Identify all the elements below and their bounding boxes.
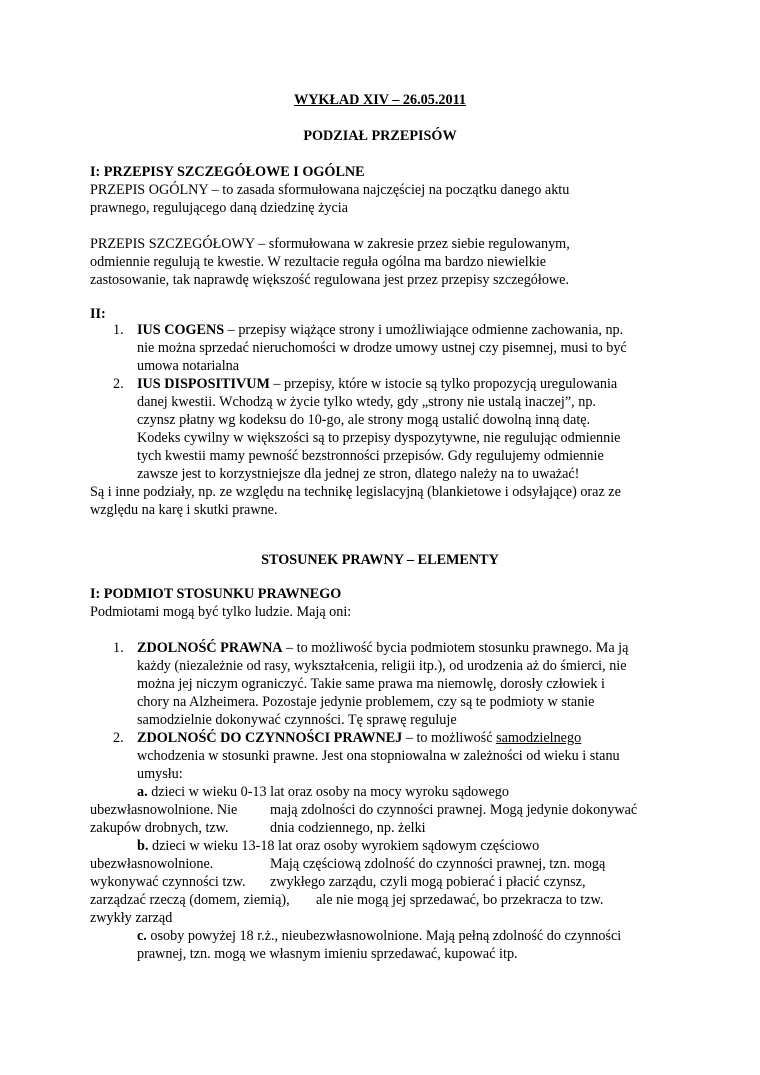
list-item-text: – przepisy wiążące strony i umożliwiające odmienne zachowania, np.	[224, 322, 624, 338]
column-left-line: ubezwłasnowolnione. Nie	[90, 802, 238, 818]
column-left-line: zarządzać rzeczą (domem, ziemią),	[90, 892, 290, 908]
paragraph-line: względu na karę i skutki prawne.	[90, 502, 278, 518]
sub-item-c	[137, 927, 621, 945]
list-item-line: danej kwestii. Wchodzą w życie tylko wtedy, gdy „strony nie ustalą inaczej”, np.	[137, 394, 596, 410]
paragraph-line: Są i inne podziały, np. ze względu na technikę legislacyjną (blankietowe i odsyłające) oraz ze	[90, 484, 621, 500]
section-heading-podzial: PODZIAŁ PRZEPISÓW	[303, 128, 457, 144]
sub-label-c: c.	[137, 928, 147, 944]
underlined-word: samodzielnego	[496, 730, 582, 746]
lecture-title: WYKŁAD XIV – 26.05.2011	[294, 92, 466, 108]
list-item-zdolnosc-prawna	[137, 639, 628, 657]
list-item-line: tych kwestii mamy pewność bezstronności przepisów. Gdy regulujemy odmiennie	[137, 448, 604, 464]
section-heading-stosunek: STOSUNEK PRAWNY – ELEMENTY	[261, 552, 499, 568]
list-item-line: każdy (niezależnie od rasy, wykształcenia, religii itp.), od urodzenia aż do śmierci, nie	[137, 658, 627, 674]
list-item-line: umowa notarialna	[137, 358, 240, 374]
list-item-line: Kodeks cywilny w większości są to przepisy dyspozytywne, nie regulując odmiennie	[137, 430, 621, 446]
column-right-line: zwykłego zarządu, czyli mogą pobierać i płacić czynsz,	[270, 874, 586, 890]
list-item-text: – to możliwość	[402, 730, 497, 746]
subheading-podmiot: I: PODMIOT STOSUNKU PRAWNEGO	[90, 586, 342, 602]
paragraph-line: zastosowanie, tak naprawdę większość regulowana jest przez przepisy szczegółowe.	[90, 272, 570, 288]
term-ius-dispositivum: IUS DISPOSITIVUM	[137, 376, 270, 392]
list-item-line: umysłu:	[137, 766, 183, 782]
column-right-line: Mają częściową zdolność do czynności prawnej, tzn. mogą	[270, 856, 606, 872]
list-item-line: można jej niczym ograniczyć. Takie same prawa ma niemowlę, dorosły człowiek i	[137, 676, 605, 692]
paragraph-line: PRZEPIS OGÓLNY – to zasada sformułowana najczęściej na początku danego aktu	[90, 182, 570, 198]
sub-item-a	[137, 783, 509, 801]
sub-label-b: b.	[137, 838, 149, 854]
paragraph-line: zwykły zarząd	[90, 910, 173, 926]
column-left-line: zakupów drobnych, tzw.	[90, 820, 229, 836]
sub-item-text: osoby powyżej 18 r.ż., nieubezwłasnowolnione. Mają pełną zdolność do czynności	[146, 928, 622, 944]
term-zdolnosc-czynnosci: ZDOLNOŚĆ DO CZYNNOŚCI PRAWNEJ	[137, 730, 403, 746]
list-item-line: nie można sprzedać nieruchomości w drodze umowy ustnej czy pisemnej, musi to być	[137, 340, 627, 356]
list-item-text: – przepisy, które w istocie są tylko propozycją uregulowania	[269, 376, 618, 392]
list-item-line: chory na Alzheimera. Pozostaje jedynie problemem, czy są te podmioty w stanie	[137, 694, 595, 710]
list-item-text: – to możliwość bycia podmiotem stosunku prawnego. Ma ją	[282, 640, 629, 656]
list-item-line: samodzielnie dokonywać czynności. Tę sprawę reguluje	[137, 712, 457, 728]
list-item-zdolnosc-czynnosci	[137, 729, 581, 747]
subheading-przepisy: I: PRZEPISY SZCZEGÓŁOWE I OGÓLNE	[90, 164, 365, 180]
sub-item-b	[137, 837, 539, 855]
list-number: 1.	[113, 322, 124, 338]
list-number: 2.	[113, 730, 124, 746]
paragraph-line: prawnej, tzn. mogą we własnym imieniu sprzedawać, kupować itp.	[137, 946, 518, 962]
list-number: 2.	[113, 376, 124, 392]
subheading-ii: II:	[90, 306, 106, 322]
paragraph-line: PRZEPIS SZCZEGÓŁOWY – sformułowana w zakresie przez siebie regulowanym,	[90, 236, 570, 252]
term-ius-cogens: IUS COGENS	[137, 322, 225, 338]
list-item-line: wchodzenia w stosunki prawne. Jest ona stopniowalna w zależności od wieku i stanu	[137, 748, 620, 764]
sub-item-text: dzieci w wieku 0-13 lat oraz osoby na mocy wyroku sądowego	[147, 784, 509, 800]
sub-item-text: dzieci w wieku 13-18 lat oraz osoby wyrokiem sądowym częściowo	[148, 838, 540, 854]
term-zdolnosc-prawna: ZDOLNOŚĆ PRAWNA	[137, 640, 283, 656]
column-left-line: ubezwłasnowolnione.	[90, 856, 214, 872]
column-right-line: dnia codziennego, np. żelki	[270, 820, 426, 836]
list-item-line: zawsze jest to korzystniejsze dla jednej ze stron, dlatego należy na to uważać!	[137, 466, 580, 482]
paragraph-line: prawnego, regulującego daną dziedzinę życia	[90, 200, 349, 216]
paragraph-line: Podmiotami mogą być tylko ludzie. Mają oni:	[90, 604, 352, 620]
list-item-ius-cogens	[137, 321, 623, 339]
list-item-ius-dispositivum	[137, 375, 617, 393]
column-left-line: wykonywać czynności tzw.	[90, 874, 246, 890]
sub-label-a: a.	[137, 784, 148, 800]
list-item-line: czynsz płatny wg kodeksu do 10-go, ale strony mogą ustalić dowolną inną datę.	[137, 412, 591, 428]
column-right-line: mają zdolności do czynności prawnej. Mogą jedynie dokonywać	[270, 802, 638, 818]
column-right-line: ale nie mogą jej sprzedawać, bo przekracza to tzw.	[316, 892, 604, 908]
paragraph-line: odmiennie regulują te kwestie. W rezultacie reguła ogólna ma bardzo niewielkie	[90, 254, 547, 270]
list-number: 1.	[113, 640, 124, 656]
